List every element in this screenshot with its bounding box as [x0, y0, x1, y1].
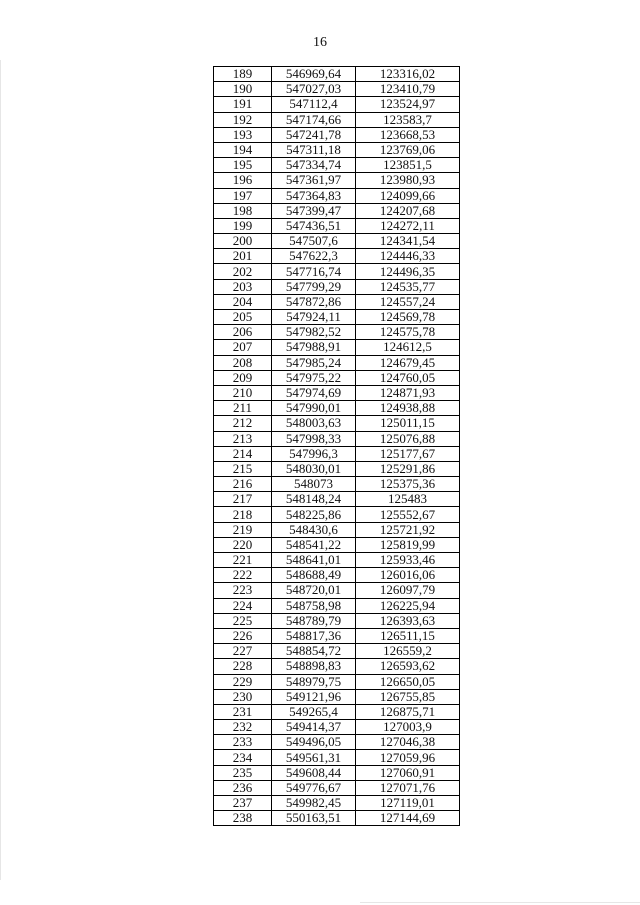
- x-coordinate-cell: 548817,36: [272, 628, 356, 643]
- table-row: [214, 82, 460, 97]
- point-number-cell: 192: [214, 112, 272, 127]
- y-coordinate-cell: 127144,69: [356, 811, 460, 826]
- table-row: [214, 355, 460, 370]
- y-coordinate-cell: 127003,9: [356, 720, 460, 735]
- table-row: [214, 507, 460, 522]
- table-row: [214, 173, 460, 188]
- table-row: [214, 492, 460, 507]
- table-row: [214, 765, 460, 780]
- y-coordinate-cell: 124341,54: [356, 234, 460, 249]
- y-coordinate-cell: 124938,88: [356, 401, 460, 416]
- x-coordinate-cell: 548720,01: [272, 583, 356, 598]
- y-coordinate-cell: 123316,02: [356, 67, 460, 82]
- table-row: [214, 583, 460, 598]
- point-number-cell: 232: [214, 720, 272, 735]
- y-coordinate-cell: 125483: [356, 492, 460, 507]
- point-number-cell: 190: [214, 82, 272, 97]
- point-number-cell: 225: [214, 613, 272, 628]
- y-coordinate-cell: 123524,97: [356, 97, 460, 112]
- y-coordinate-cell: 124760,05: [356, 370, 460, 385]
- table-row: [214, 704, 460, 719]
- point-number-cell: 226: [214, 628, 272, 643]
- point-number-cell: 202: [214, 264, 272, 279]
- y-coordinate-cell: 124496,35: [356, 264, 460, 279]
- point-number-cell: 227: [214, 644, 272, 659]
- x-coordinate-cell: 547364,83: [272, 188, 356, 203]
- y-coordinate-cell: 126593,62: [356, 659, 460, 674]
- table-row: [214, 431, 460, 446]
- y-coordinate-cell: 124569,78: [356, 310, 460, 325]
- x-coordinate-cell: 547985,24: [272, 355, 356, 370]
- point-number-cell: 193: [214, 127, 272, 142]
- point-number-cell: 191: [214, 97, 272, 112]
- y-coordinate-cell: 123668,53: [356, 127, 460, 142]
- point-number-cell: 214: [214, 446, 272, 461]
- table-row: [214, 142, 460, 157]
- x-coordinate-cell: 547975,22: [272, 370, 356, 385]
- point-number-cell: 218: [214, 507, 272, 522]
- x-coordinate-cell: 548641,01: [272, 553, 356, 568]
- point-number-cell: 194: [214, 142, 272, 157]
- table-row: [214, 446, 460, 461]
- point-number-cell: 205: [214, 310, 272, 325]
- point-number-cell: 196: [214, 173, 272, 188]
- point-number-cell: 201: [214, 249, 272, 264]
- y-coordinate-cell: 126755,85: [356, 689, 460, 704]
- x-coordinate-cell: 549608,44: [272, 765, 356, 780]
- point-number-cell: 215: [214, 461, 272, 476]
- point-number-cell: 213: [214, 431, 272, 446]
- point-number-cell: 230: [214, 689, 272, 704]
- point-number-cell: 219: [214, 522, 272, 537]
- x-coordinate-cell: 547974,69: [272, 385, 356, 400]
- table-row: [214, 689, 460, 704]
- table-row: [214, 203, 460, 218]
- table-row: [214, 522, 460, 537]
- table-row: [214, 325, 460, 340]
- x-coordinate-cell: 548073: [272, 477, 356, 492]
- x-coordinate-cell: 548854,72: [272, 644, 356, 659]
- x-coordinate-cell: 548979,75: [272, 674, 356, 689]
- y-coordinate-cell: 124099,66: [356, 188, 460, 203]
- y-coordinate-cell: 124557,24: [356, 294, 460, 309]
- point-number-cell: 210: [214, 385, 272, 400]
- point-number-cell: 200: [214, 234, 272, 249]
- point-number-cell: 231: [214, 704, 272, 719]
- table-row: [214, 628, 460, 643]
- x-coordinate-cell: 546969,64: [272, 67, 356, 82]
- y-coordinate-cell: 123851,5: [356, 158, 460, 173]
- table-row: [214, 218, 460, 233]
- point-number-cell: 206: [214, 325, 272, 340]
- table-row: [214, 644, 460, 659]
- y-coordinate-cell: 126097,79: [356, 583, 460, 598]
- y-coordinate-cell: 126650,05: [356, 674, 460, 689]
- table-row: [214, 674, 460, 689]
- x-coordinate-cell: 547334,74: [272, 158, 356, 173]
- coordinates-table-body: [214, 67, 460, 826]
- x-coordinate-cell: 548789,79: [272, 613, 356, 628]
- y-coordinate-cell: 124446,33: [356, 249, 460, 264]
- x-coordinate-cell: 547990,01: [272, 401, 356, 416]
- point-number-cell: 238: [214, 811, 272, 826]
- x-coordinate-cell: 549561,31: [272, 750, 356, 765]
- table-row: [214, 811, 460, 826]
- table-row: [214, 234, 460, 249]
- y-coordinate-cell: 127059,96: [356, 750, 460, 765]
- x-coordinate-cell: 547027,03: [272, 82, 356, 97]
- table-row: [214, 370, 460, 385]
- x-coordinate-cell: 547174,66: [272, 112, 356, 127]
- y-coordinate-cell: 124207,68: [356, 203, 460, 218]
- x-coordinate-cell: 549265,4: [272, 704, 356, 719]
- x-coordinate-cell: 547507,6: [272, 234, 356, 249]
- point-number-cell: 198: [214, 203, 272, 218]
- table-row: [214, 537, 460, 552]
- y-coordinate-cell: 123980,93: [356, 173, 460, 188]
- y-coordinate-cell: 126511,15: [356, 628, 460, 643]
- x-coordinate-cell: 547112,4: [272, 97, 356, 112]
- table-row: [214, 598, 460, 613]
- point-number-cell: 212: [214, 416, 272, 431]
- table-row: [214, 553, 460, 568]
- point-number-cell: 195: [214, 158, 272, 173]
- point-number-cell: 233: [214, 735, 272, 750]
- table-row: [214, 67, 460, 82]
- y-coordinate-cell: 123583,7: [356, 112, 460, 127]
- table-row: [214, 294, 460, 309]
- y-coordinate-cell: 125552,67: [356, 507, 460, 522]
- table-row: [214, 112, 460, 127]
- x-coordinate-cell: 549121,96: [272, 689, 356, 704]
- table-row: [214, 158, 460, 173]
- x-coordinate-cell: 547399,47: [272, 203, 356, 218]
- y-coordinate-cell: 125721,92: [356, 522, 460, 537]
- point-number-cell: 204: [214, 294, 272, 309]
- x-coordinate-cell: 549414,37: [272, 720, 356, 735]
- point-number-cell: 217: [214, 492, 272, 507]
- x-coordinate-cell: 548225,86: [272, 507, 356, 522]
- point-number-cell: 216: [214, 477, 272, 492]
- table-row: [214, 279, 460, 294]
- x-coordinate-cell: 548003,63: [272, 416, 356, 431]
- x-coordinate-cell: 548688,49: [272, 568, 356, 583]
- y-coordinate-cell: 124679,45: [356, 355, 460, 370]
- table-row: [214, 264, 460, 279]
- x-coordinate-cell: 547996,3: [272, 446, 356, 461]
- point-number-cell: 207: [214, 340, 272, 355]
- table-row: [214, 385, 460, 400]
- table-row: [214, 659, 460, 674]
- x-coordinate-cell: 547988,91: [272, 340, 356, 355]
- table-row: [214, 796, 460, 811]
- point-number-cell: 228: [214, 659, 272, 674]
- y-coordinate-cell: 123769,06: [356, 142, 460, 157]
- y-coordinate-cell: 124871,93: [356, 385, 460, 400]
- table-row: [214, 613, 460, 628]
- y-coordinate-cell: 124575,78: [356, 325, 460, 340]
- table-row: [214, 750, 460, 765]
- table-row: [214, 401, 460, 416]
- point-number-cell: 208: [214, 355, 272, 370]
- coordinates-table: [213, 66, 460, 826]
- y-coordinate-cell: 126016,06: [356, 568, 460, 583]
- table-row: [214, 127, 460, 142]
- point-number-cell: 224: [214, 598, 272, 613]
- x-coordinate-cell: 548030,01: [272, 461, 356, 476]
- y-coordinate-cell: 125076,88: [356, 431, 460, 446]
- y-coordinate-cell: 126875,71: [356, 704, 460, 719]
- point-number-cell: 209: [214, 370, 272, 385]
- y-coordinate-cell: 126559,2: [356, 644, 460, 659]
- table-row: [214, 310, 460, 325]
- table-row: [214, 477, 460, 492]
- point-number-cell: 229: [214, 674, 272, 689]
- page-number: 16: [313, 35, 327, 50]
- scan-edge-bottom: [360, 902, 640, 903]
- x-coordinate-cell: 548898,83: [272, 659, 356, 674]
- y-coordinate-cell: 127060,91: [356, 765, 460, 780]
- x-coordinate-cell: 547622,3: [272, 249, 356, 264]
- x-coordinate-cell: 547716,74: [272, 264, 356, 279]
- y-coordinate-cell: 127046,38: [356, 735, 460, 750]
- y-coordinate-cell: 125819,99: [356, 537, 460, 552]
- point-number-cell: 189: [214, 67, 272, 82]
- y-coordinate-cell: 125011,15: [356, 416, 460, 431]
- point-number-cell: 234: [214, 750, 272, 765]
- y-coordinate-cell: 124612,5: [356, 340, 460, 355]
- y-coordinate-cell: 127119,01: [356, 796, 460, 811]
- x-coordinate-cell: 547361,97: [272, 173, 356, 188]
- table-row: [214, 780, 460, 795]
- point-number-cell: 203: [214, 279, 272, 294]
- table-row: [214, 568, 460, 583]
- y-coordinate-cell: 125291,86: [356, 461, 460, 476]
- point-number-cell: 220: [214, 537, 272, 552]
- scan-edge-left: [0, 60, 1, 880]
- y-coordinate-cell: 124535,77: [356, 279, 460, 294]
- point-number-cell: 235: [214, 765, 272, 780]
- y-coordinate-cell: 125375,36: [356, 477, 460, 492]
- x-coordinate-cell: 547241,78: [272, 127, 356, 142]
- table-row: [214, 461, 460, 476]
- y-coordinate-cell: 124272,11: [356, 218, 460, 233]
- point-number-cell: 211: [214, 401, 272, 416]
- x-coordinate-cell: 547799,29: [272, 279, 356, 294]
- x-coordinate-cell: 548430,6: [272, 522, 356, 537]
- table-row: [214, 416, 460, 431]
- table-row: [214, 735, 460, 750]
- table-row: [214, 340, 460, 355]
- point-number-cell: 223: [214, 583, 272, 598]
- table-row: [214, 97, 460, 112]
- x-coordinate-cell: 547982,52: [272, 325, 356, 340]
- y-coordinate-cell: 126393,63: [356, 613, 460, 628]
- table-row: [214, 249, 460, 264]
- x-coordinate-cell: 548541,22: [272, 537, 356, 552]
- x-coordinate-cell: 547924,11: [272, 310, 356, 325]
- y-coordinate-cell: 123410,79: [356, 82, 460, 97]
- point-number-cell: 236: [214, 780, 272, 795]
- point-number-cell: 222: [214, 568, 272, 583]
- x-coordinate-cell: 547872,86: [272, 294, 356, 309]
- x-coordinate-cell: 547311,18: [272, 142, 356, 157]
- x-coordinate-cell: 550163,51: [272, 811, 356, 826]
- x-coordinate-cell: 549496,05: [272, 735, 356, 750]
- point-number-cell: 197: [214, 188, 272, 203]
- x-coordinate-cell: 547998,33: [272, 431, 356, 446]
- point-number-cell: 237: [214, 796, 272, 811]
- x-coordinate-cell: 549982,45: [272, 796, 356, 811]
- y-coordinate-cell: 125933,46: [356, 553, 460, 568]
- x-coordinate-cell: 547436,51: [272, 218, 356, 233]
- x-coordinate-cell: 548148,24: [272, 492, 356, 507]
- table-row: [214, 188, 460, 203]
- point-number-cell: 221: [214, 553, 272, 568]
- x-coordinate-cell: 548758,98: [272, 598, 356, 613]
- y-coordinate-cell: 127071,76: [356, 780, 460, 795]
- point-number-cell: 199: [214, 218, 272, 233]
- table-row: [214, 720, 460, 735]
- y-coordinate-cell: 126225,94: [356, 598, 460, 613]
- y-coordinate-cell: 125177,67: [356, 446, 460, 461]
- x-coordinate-cell: 549776,67: [272, 780, 356, 795]
